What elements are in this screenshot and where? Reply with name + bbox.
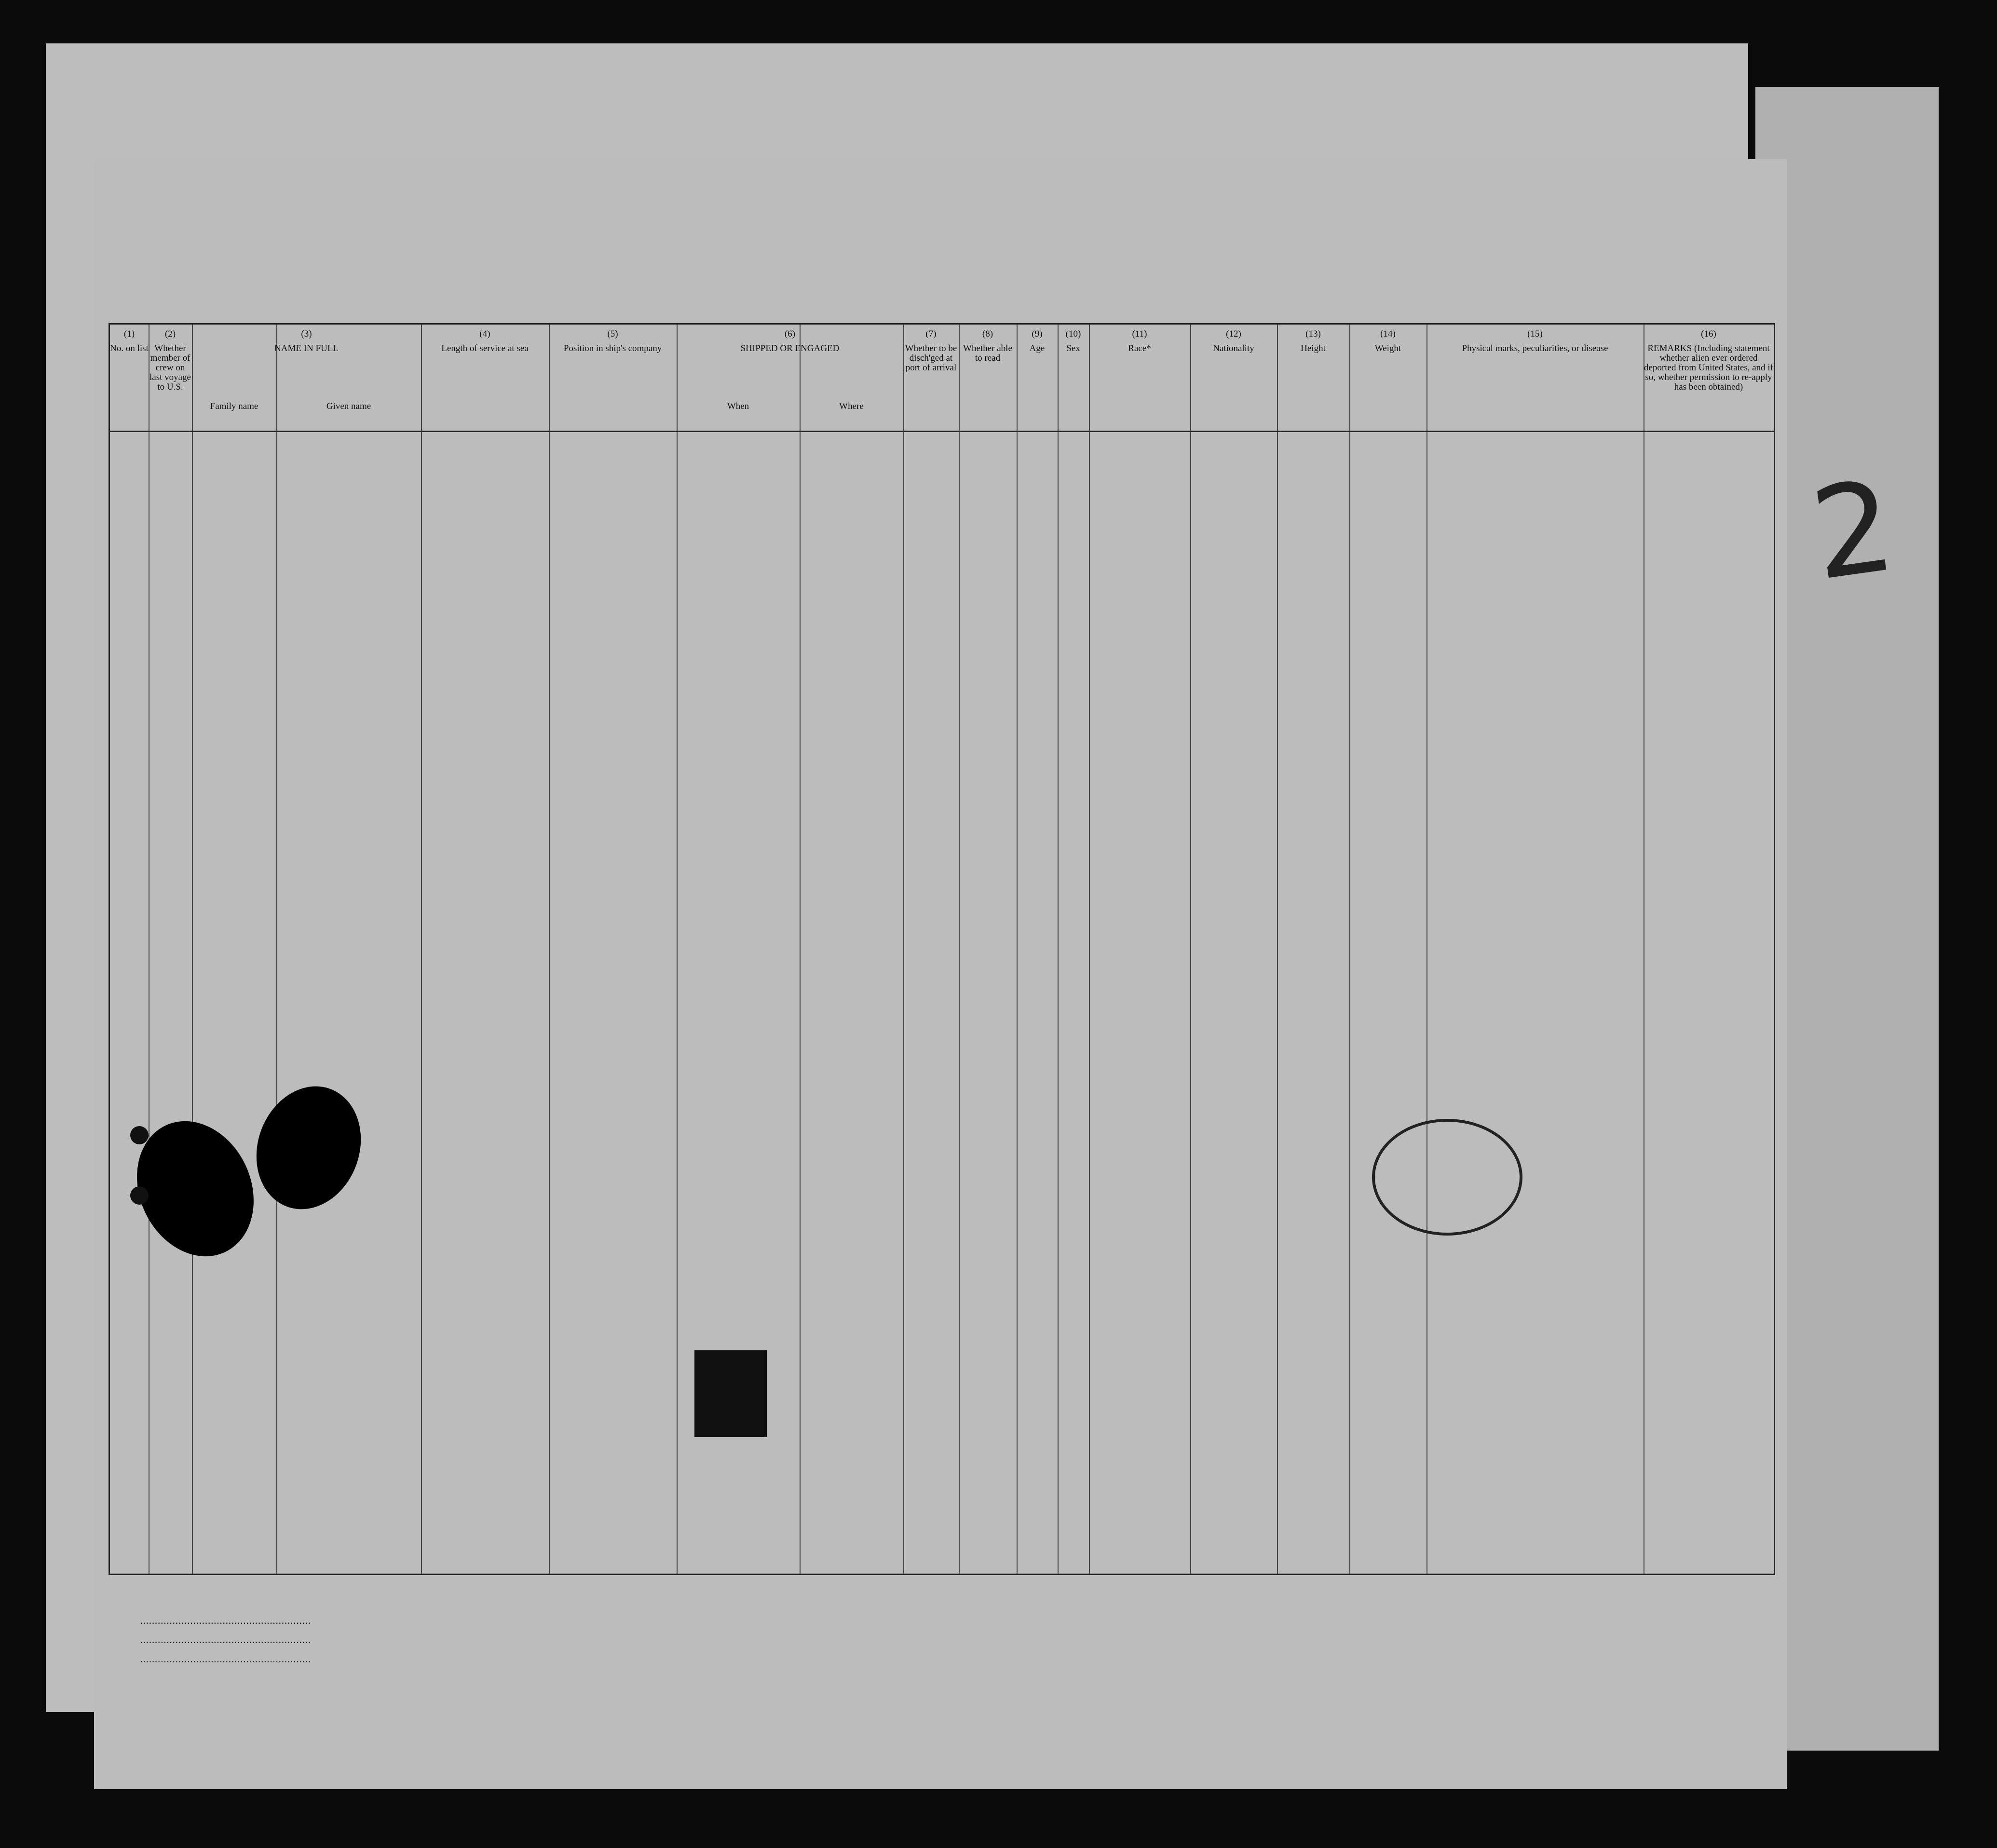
column-label: NAME IN FULL bbox=[274, 343, 339, 353]
column-rule bbox=[800, 325, 801, 1574]
column-rule bbox=[1089, 325, 1090, 1574]
column-header bbox=[903, 329, 959, 373]
column-subheader: Family name bbox=[210, 401, 258, 411]
column-rule bbox=[421, 325, 422, 1574]
office-stamp bbox=[1372, 1119, 1522, 1236]
column-header bbox=[1277, 329, 1349, 353]
column-header bbox=[1426, 329, 1644, 353]
column-header bbox=[149, 329, 192, 392]
column-label: Whether to be disch'ged at port of arrival bbox=[905, 343, 957, 373]
revenue-stamp bbox=[694, 1350, 767, 1437]
column-rule bbox=[903, 325, 904, 1574]
column-label: Whether member of crew on last voyage to U.S. bbox=[149, 343, 191, 392]
column-number: (12) bbox=[1226, 329, 1241, 339]
column-label: Whether able to read bbox=[963, 343, 1012, 363]
column-number: (8) bbox=[982, 329, 993, 339]
column-label: Race* bbox=[1128, 343, 1151, 353]
column-label: Weight bbox=[1374, 343, 1401, 353]
punch-hole bbox=[130, 1186, 149, 1205]
column-rule bbox=[677, 325, 678, 1574]
column-rule bbox=[1190, 325, 1191, 1574]
column-number: (16) bbox=[1701, 329, 1716, 339]
column-number: (6) bbox=[784, 329, 796, 339]
column-header bbox=[1349, 329, 1426, 353]
column-subheader: Where bbox=[839, 401, 864, 411]
column-label: Height bbox=[1301, 343, 1326, 353]
column-header bbox=[959, 329, 1017, 363]
column-number: (9) bbox=[1032, 329, 1043, 339]
footer: .......................................................... .......................................................... .......................................................... bbox=[140, 1614, 311, 1665]
column-number: (11) bbox=[1132, 329, 1147, 339]
column-label: Sex bbox=[1066, 343, 1080, 353]
back-title bbox=[408, 130, 427, 159]
column-number: (4) bbox=[479, 329, 490, 339]
column-number: (1) bbox=[123, 329, 135, 339]
column-header bbox=[421, 329, 549, 353]
column-label: Position in ship's company bbox=[563, 343, 662, 353]
column-rule bbox=[1017, 325, 1018, 1574]
column-number: (10) bbox=[1065, 329, 1081, 339]
column-label: REMARKS (Including statement whether alien ever ordered deported from United States, and if so, whether permission to re-apply has been obtained) bbox=[1644, 343, 1774, 392]
column-number: (15) bbox=[1527, 329, 1543, 339]
column-rule bbox=[959, 325, 960, 1574]
header-rule bbox=[110, 431, 1774, 432]
column-label: Nationality bbox=[1213, 343, 1254, 353]
column-label: SHIPPED OR ENGAGED bbox=[740, 343, 840, 353]
column-header bbox=[677, 329, 903, 353]
column-header bbox=[1089, 329, 1190, 353]
column-rule bbox=[1426, 325, 1427, 1574]
manifest-sheet bbox=[94, 159, 1787, 1789]
column-rule bbox=[549, 325, 550, 1574]
crew-table bbox=[109, 323, 1775, 1575]
column-label: No. on list bbox=[110, 343, 149, 353]
column-number: (7) bbox=[925, 329, 937, 339]
column-subheader: Given name bbox=[326, 401, 371, 411]
column-header bbox=[110, 329, 149, 353]
column-header bbox=[549, 329, 677, 353]
revenue-stamp-top bbox=[694, 1350, 767, 1355]
column-header bbox=[192, 329, 421, 353]
column-header bbox=[1017, 329, 1058, 353]
consular-endorsement bbox=[470, 1083, 952, 1193]
column-header bbox=[1058, 329, 1089, 353]
column-number: (3) bbox=[301, 329, 312, 339]
column-rule bbox=[1058, 325, 1059, 1574]
column-subheader: When bbox=[727, 401, 749, 411]
column-header bbox=[1644, 329, 1774, 392]
column-label: Length of service at sea bbox=[441, 343, 529, 353]
column-rule bbox=[1277, 325, 1278, 1574]
side-mark: 2 bbox=[1803, 453, 1903, 609]
column-number: (14) bbox=[1380, 329, 1396, 339]
column-rule bbox=[1349, 325, 1350, 1574]
column-header bbox=[1190, 329, 1277, 353]
punch-hole bbox=[130, 1126, 149, 1144]
vessel-line bbox=[253, 289, 1748, 311]
column-number: (2) bbox=[164, 329, 176, 339]
column-rule bbox=[192, 325, 193, 1574]
column-rule bbox=[276, 325, 277, 1574]
column-label: Physical marks, peculiarities, or disease bbox=[1462, 343, 1608, 353]
column-label: Age bbox=[1029, 343, 1045, 353]
column-number: (13) bbox=[1305, 329, 1321, 339]
column-number: (5) bbox=[607, 329, 618, 339]
